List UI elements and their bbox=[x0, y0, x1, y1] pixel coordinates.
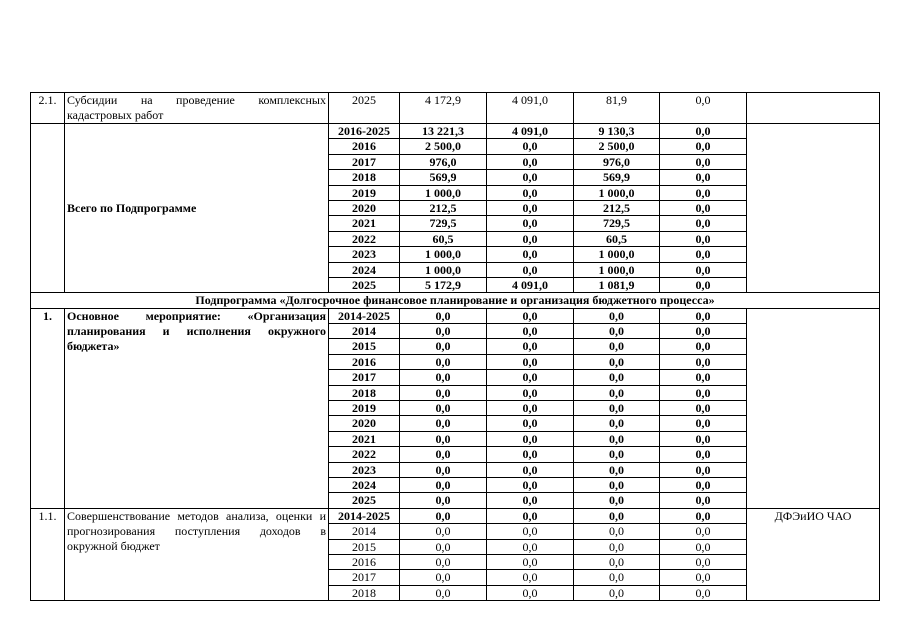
federal-cell: 4 091,0 bbox=[487, 93, 574, 124]
period-cell: 2016 bbox=[329, 554, 400, 569]
total-cell: 60,5 bbox=[400, 231, 487, 246]
total-cell: 0,0 bbox=[400, 416, 487, 431]
regional-cell: 1 000,0 bbox=[574, 247, 660, 262]
period-cell: 2023 bbox=[329, 462, 400, 477]
period-cell: 2014 bbox=[329, 324, 400, 339]
regional-cell: 81,9 bbox=[574, 93, 660, 124]
total-cell: 0,0 bbox=[400, 447, 487, 462]
total-cell: 2 500,0 bbox=[400, 139, 487, 154]
period-cell: 2015 bbox=[329, 539, 400, 554]
federal-cell: 0,0 bbox=[487, 508, 574, 523]
regional-cell: 0,0 bbox=[574, 477, 660, 492]
period-cell: 2016 bbox=[329, 354, 400, 369]
period-cell: 2017 bbox=[329, 570, 400, 585]
regional-cell: 0,0 bbox=[574, 585, 660, 600]
federal-cell: 0,0 bbox=[487, 324, 574, 339]
period-cell: 2025 bbox=[329, 93, 400, 124]
federal-cell: 0,0 bbox=[487, 385, 574, 400]
federal-cell: 0,0 bbox=[487, 431, 574, 446]
other-cell: 0,0 bbox=[660, 262, 747, 277]
other-cell: 0,0 bbox=[660, 324, 747, 339]
other-cell: 0,0 bbox=[660, 570, 747, 585]
other-cell: 0,0 bbox=[660, 508, 747, 523]
total-cell: 0,0 bbox=[400, 339, 487, 354]
total-cell: 0,0 bbox=[400, 493, 487, 508]
federal-cell: 0,0 bbox=[487, 216, 574, 231]
table-row bbox=[31, 93, 880, 124]
period-cell: 2015 bbox=[329, 339, 400, 354]
federal-cell: 0,0 bbox=[487, 339, 574, 354]
total-cell: 4 172,9 bbox=[400, 93, 487, 124]
other-cell: 0,0 bbox=[660, 416, 747, 431]
other-cell: 0,0 bbox=[660, 431, 747, 446]
federal-cell: 0,0 bbox=[487, 262, 574, 277]
regional-cell: 212,5 bbox=[574, 200, 660, 215]
regional-cell: 0,0 bbox=[574, 493, 660, 508]
row-description: Основное мероприятие: «Организация планирования и исполнения окружного бюджета» bbox=[65, 308, 329, 508]
total-cell: 0,0 bbox=[400, 401, 487, 416]
period-cell: 2025 bbox=[329, 277, 400, 292]
other-cell: 0,0 bbox=[660, 585, 747, 600]
federal-cell: 0,0 bbox=[487, 185, 574, 200]
other-cell: 0,0 bbox=[660, 370, 747, 385]
period-cell: 2021 bbox=[329, 431, 400, 446]
total-cell: 1 000,0 bbox=[400, 185, 487, 200]
regional-cell: 0,0 bbox=[574, 370, 660, 385]
regional-cell: 729,5 bbox=[574, 216, 660, 231]
period-cell: 2016 bbox=[329, 139, 400, 154]
federal-cell: 0,0 bbox=[487, 554, 574, 569]
executor-cell: ДФЭиИО ЧАО bbox=[747, 508, 880, 600]
period-cell: 2018 bbox=[329, 585, 400, 600]
federal-cell: 0,0 bbox=[487, 154, 574, 169]
regional-cell: 0,0 bbox=[574, 447, 660, 462]
federal-cell: 0,0 bbox=[487, 354, 574, 369]
executor-cell bbox=[747, 93, 880, 124]
federal-cell: 0,0 bbox=[487, 493, 574, 508]
other-cell: 0,0 bbox=[660, 154, 747, 169]
period-cell: 2019 bbox=[329, 401, 400, 416]
total-cell: 0,0 bbox=[400, 324, 487, 339]
regional-cell: 9 130,3 bbox=[574, 124, 660, 139]
federal-cell: 0,0 bbox=[487, 139, 574, 154]
regional-cell: 0,0 bbox=[574, 339, 660, 354]
other-cell: 0,0 bbox=[660, 447, 747, 462]
total-cell: 5 172,9 bbox=[400, 277, 487, 292]
period-cell: 2014-2025 bbox=[329, 508, 400, 523]
row-description: Совершенствование методов анализа, оценки и прогнозирования поступления доходов в окружной бюджет bbox=[65, 508, 329, 600]
other-cell: 0,0 bbox=[660, 93, 747, 124]
row-index: 2.1. bbox=[31, 93, 65, 124]
federal-cell: 0,0 bbox=[487, 477, 574, 492]
regional-cell: 0,0 bbox=[574, 508, 660, 523]
regional-cell: 0,0 bbox=[574, 354, 660, 369]
period-cell: 2024 bbox=[329, 262, 400, 277]
total-cell: 0,0 bbox=[400, 524, 487, 539]
executor-cell bbox=[747, 124, 880, 293]
regional-cell: 0,0 bbox=[574, 554, 660, 569]
total-cell: 0,0 bbox=[400, 508, 487, 523]
subprogram-title: Подпрограмма «Долгосрочное финансовое планирование и организация бюджетного процесса» bbox=[31, 293, 880, 308]
period-cell: 2016-2025 bbox=[329, 124, 400, 139]
other-cell: 0,0 bbox=[660, 539, 747, 554]
row-index: 1.1. bbox=[31, 508, 65, 600]
total-cell: 13 221,3 bbox=[400, 124, 487, 139]
federal-cell: 0,0 bbox=[487, 462, 574, 477]
table-row bbox=[31, 508, 880, 523]
federal-cell: 0,0 bbox=[487, 416, 574, 431]
total-cell: 0,0 bbox=[400, 431, 487, 446]
subprogram-header-row bbox=[31, 293, 880, 308]
total-cell: 569,9 bbox=[400, 170, 487, 185]
total-cell: 0,0 bbox=[400, 385, 487, 400]
period-cell: 2019 bbox=[329, 185, 400, 200]
other-cell: 0,0 bbox=[660, 216, 747, 231]
period-cell: 2020 bbox=[329, 416, 400, 431]
total-cell: 0,0 bbox=[400, 554, 487, 569]
period-cell: 2022 bbox=[329, 447, 400, 462]
federal-cell: 0,0 bbox=[487, 524, 574, 539]
federal-cell: 0,0 bbox=[487, 231, 574, 246]
regional-cell: 1 000,0 bbox=[574, 185, 660, 200]
budget-table bbox=[30, 92, 880, 601]
other-cell: 0,0 bbox=[660, 401, 747, 416]
regional-cell: 0,0 bbox=[574, 462, 660, 477]
federal-cell: 0,0 bbox=[487, 200, 574, 215]
period-cell: 2024 bbox=[329, 477, 400, 492]
row-index: 1. bbox=[31, 308, 65, 508]
other-cell: 0,0 bbox=[660, 462, 747, 477]
row-index bbox=[31, 124, 65, 293]
regional-cell: 0,0 bbox=[574, 324, 660, 339]
period-cell: 2017 bbox=[329, 154, 400, 169]
executor-cell bbox=[747, 308, 880, 508]
regional-cell: 0,0 bbox=[574, 570, 660, 585]
other-cell: 0,0 bbox=[660, 477, 747, 492]
regional-cell: 0,0 bbox=[574, 308, 660, 323]
federal-cell: 0,0 bbox=[487, 401, 574, 416]
row-description: Субсидии на проведение комплексных кадастровых работ bbox=[65, 93, 329, 124]
other-cell: 0,0 bbox=[660, 277, 747, 292]
federal-cell: 0,0 bbox=[487, 585, 574, 600]
regional-cell: 0,0 bbox=[574, 416, 660, 431]
other-cell: 0,0 bbox=[660, 185, 747, 200]
other-cell: 0,0 bbox=[660, 308, 747, 323]
other-cell: 0,0 bbox=[660, 493, 747, 508]
other-cell: 0,0 bbox=[660, 247, 747, 262]
other-cell: 0,0 bbox=[660, 124, 747, 139]
other-cell: 0,0 bbox=[660, 339, 747, 354]
other-cell: 0,0 bbox=[660, 524, 747, 539]
total-cell: 0,0 bbox=[400, 354, 487, 369]
federal-cell: 0,0 bbox=[487, 308, 574, 323]
other-cell: 0,0 bbox=[660, 170, 747, 185]
other-cell: 0,0 bbox=[660, 385, 747, 400]
federal-cell: 0,0 bbox=[487, 539, 574, 554]
total-cell: 0,0 bbox=[400, 370, 487, 385]
regional-cell: 0,0 bbox=[574, 539, 660, 554]
total-cell: 212,5 bbox=[400, 200, 487, 215]
federal-cell: 0,0 bbox=[487, 247, 574, 262]
regional-cell: 1 000,0 bbox=[574, 262, 660, 277]
total-cell: 1 000,0 bbox=[400, 247, 487, 262]
other-cell: 0,0 bbox=[660, 139, 747, 154]
regional-cell: 1 081,9 bbox=[574, 277, 660, 292]
total-cell: 0,0 bbox=[400, 308, 487, 323]
period-cell: 2014-2025 bbox=[329, 308, 400, 323]
period-cell: 2014 bbox=[329, 524, 400, 539]
period-cell: 2022 bbox=[329, 231, 400, 246]
other-cell: 0,0 bbox=[660, 231, 747, 246]
period-cell: 2018 bbox=[329, 385, 400, 400]
federal-cell: 0,0 bbox=[487, 370, 574, 385]
total-row bbox=[31, 124, 880, 139]
other-cell: 0,0 bbox=[660, 200, 747, 215]
period-cell: 2018 bbox=[329, 170, 400, 185]
total-cell: 0,0 bbox=[400, 585, 487, 600]
row-description: Всего по Подпрограмме bbox=[65, 124, 329, 293]
regional-cell: 0,0 bbox=[574, 431, 660, 446]
other-cell: 0,0 bbox=[660, 354, 747, 369]
other-cell: 0,0 bbox=[660, 554, 747, 569]
regional-cell: 0,0 bbox=[574, 524, 660, 539]
total-cell: 0,0 bbox=[400, 477, 487, 492]
regional-cell: 2 500,0 bbox=[574, 139, 660, 154]
regional-cell: 569,9 bbox=[574, 170, 660, 185]
total-cell: 1 000,0 bbox=[400, 262, 487, 277]
table-row bbox=[31, 308, 880, 323]
federal-cell: 0,0 bbox=[487, 570, 574, 585]
total-cell: 729,5 bbox=[400, 216, 487, 231]
period-cell: 2025 bbox=[329, 493, 400, 508]
period-cell: 2021 bbox=[329, 216, 400, 231]
total-cell: 0,0 bbox=[400, 539, 487, 554]
federal-cell: 4 091,0 bbox=[487, 124, 574, 139]
regional-cell: 0,0 bbox=[574, 385, 660, 400]
period-cell: 2020 bbox=[329, 200, 400, 215]
federal-cell: 0,0 bbox=[487, 447, 574, 462]
federal-cell: 0,0 bbox=[487, 170, 574, 185]
regional-cell: 0,0 bbox=[574, 401, 660, 416]
total-cell: 976,0 bbox=[400, 154, 487, 169]
federal-cell: 4 091,0 bbox=[487, 277, 574, 292]
regional-cell: 60,5 bbox=[574, 231, 660, 246]
regional-cell: 976,0 bbox=[574, 154, 660, 169]
period-cell: 2017 bbox=[329, 370, 400, 385]
period-cell: 2023 bbox=[329, 247, 400, 262]
total-cell: 0,0 bbox=[400, 570, 487, 585]
total-cell: 0,0 bbox=[400, 462, 487, 477]
